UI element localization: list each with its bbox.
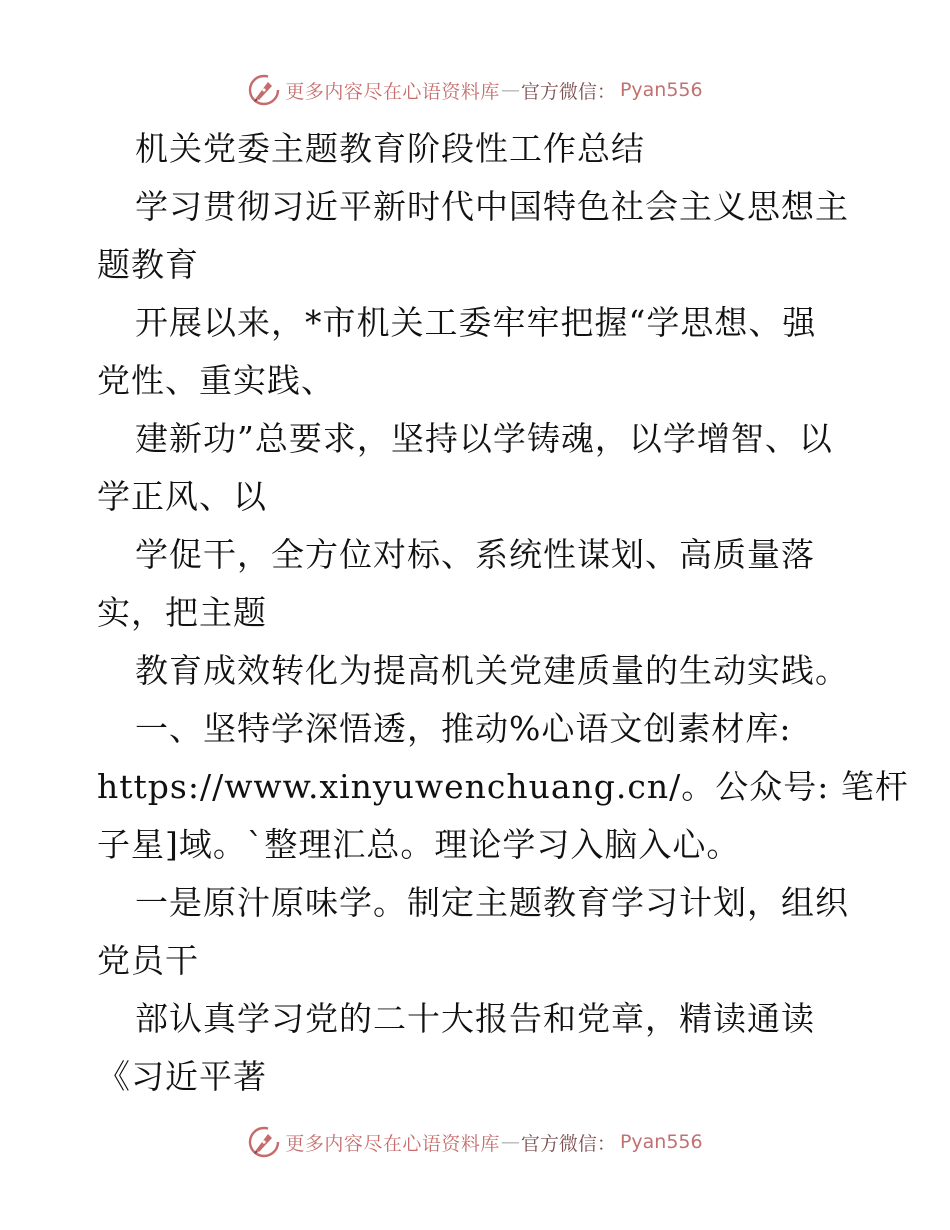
- watermark-wechat-id: Pyan556: [619, 79, 703, 101]
- paragraph-line: 党性、重实践、: [97, 361, 335, 400]
- paragraph-line: 党员干: [97, 941, 199, 980]
- paragraph-line: 教育成效转化为提高机关党建质量的生动实践。: [135, 651, 849, 690]
- paragraph-line: 建新功”总要求，坚持以学铸魂，以学增智、以: [135, 419, 833, 458]
- watermark-wechat-id: Pyan556: [619, 1131, 703, 1153]
- watermark-wechat-label: 官方微信：: [520, 80, 616, 103]
- paragraph-line: 学习贯彻习近平新时代中国特色社会主义思想主: [135, 187, 849, 226]
- section-heading: 一、坚特学深悟透，推动%心语文创素材库:: [135, 709, 792, 748]
- paragraph-line: 题教育: [97, 245, 199, 284]
- pen-nib-icon: [247, 73, 281, 107]
- paragraph-line: 实，把主题: [97, 593, 267, 632]
- watermark-banner-top: [0, 70, 950, 110]
- paragraph-line: 子星]域。`整理汇总。理论学习入脑入心。: [97, 825, 741, 864]
- paragraph-line: https://www.xinyuwenchuang.cn/。公众号: 笔杆: [97, 767, 909, 806]
- document-title: 机关党委主题教育阶段性工作总结: [135, 129, 645, 168]
- document-body: [97, 120, 909, 1106]
- watermark-separator: —: [500, 79, 520, 101]
- paragraph-line: 开展以来，*市机关工委牢牢把握“学思想、强: [135, 303, 817, 342]
- watermark-banner-bottom: [0, 1122, 950, 1162]
- watermark-separator: —: [500, 1131, 520, 1153]
- watermark-brand: 更多内容尽在心语资料库: [285, 1132, 500, 1155]
- pen-nib-icon: [247, 1125, 281, 1159]
- paragraph-line: 学促干，全方位对标、系统性谋划、高质量落: [135, 535, 815, 574]
- paragraph-line: 一是原汁原味学。制定主题教育学习计划，组织: [135, 883, 849, 922]
- watermark-brand: 更多内容尽在心语资料库: [285, 80, 500, 103]
- paragraph-line: 《习近平著: [97, 1057, 267, 1096]
- paragraph-line: 部认真学习党的二十大报告和党章，精读通读: [135, 999, 815, 1038]
- paragraph-line: 学正风、以: [97, 477, 267, 516]
- watermark-wechat-label: 官方微信：: [520, 1132, 616, 1155]
